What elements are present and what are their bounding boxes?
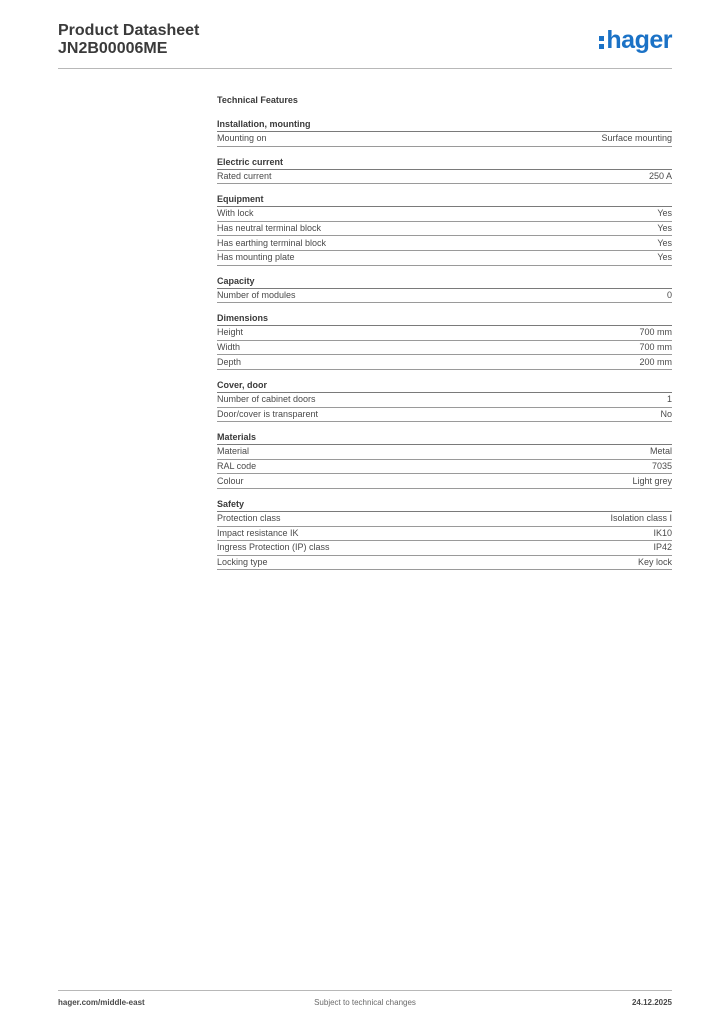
- feature-label: Ingress Protection (IP) class: [217, 542, 330, 553]
- feature-section: [217, 276, 672, 304]
- document-title: Product Datasheet: [58, 22, 200, 39]
- feature-label: Mounting on: [217, 133, 267, 144]
- feature-row: [217, 445, 672, 460]
- feature-row: [217, 541, 672, 556]
- section-title: Dimensions: [217, 313, 672, 326]
- feature-row: [217, 236, 672, 251]
- feature-label: Impact resistance IK: [217, 527, 299, 538]
- footer-website: hager.com/middle-east: [58, 998, 145, 1007]
- feature-row: [217, 341, 672, 356]
- feature-label: Has neutral terminal block: [217, 223, 322, 234]
- feature-value: Metal: [649, 446, 672, 457]
- feature-label: Colour: [217, 475, 244, 486]
- feature-row: [217, 326, 672, 341]
- feature-value: Key lock: [637, 556, 672, 567]
- feature-label: Locking type: [217, 556, 268, 567]
- section-title: Materials: [217, 432, 672, 445]
- feature-value: Isolation class I: [610, 513, 672, 524]
- technical-features: [217, 95, 672, 580]
- feature-row: [217, 512, 672, 527]
- feature-value: 1: [666, 394, 672, 405]
- feature-section: [217, 157, 672, 185]
- feature-label: RAL code: [217, 461, 257, 472]
- feature-label: Number of cabinet doors: [217, 394, 316, 405]
- feature-sections: [217, 119, 672, 570]
- feature-section: [217, 194, 672, 265]
- feature-label: Protection class: [217, 513, 281, 524]
- footer-divider: [58, 990, 672, 991]
- hager-logo: [599, 26, 672, 54]
- feature-row: [217, 474, 672, 489]
- feature-row: [217, 207, 672, 222]
- header-divider: [58, 68, 672, 69]
- feature-label: Has earthing terminal block: [217, 237, 327, 248]
- section-title: Installation, mounting: [217, 119, 672, 132]
- feature-label: With lock: [217, 208, 254, 219]
- feature-row: [217, 251, 672, 266]
- feature-label: Has mounting plate: [217, 252, 295, 263]
- feature-value: IP42: [653, 542, 672, 553]
- feature-label: Height: [217, 327, 244, 338]
- feature-value: Yes: [657, 223, 672, 234]
- feature-row: [217, 393, 672, 408]
- product-code: JN2B00006ME: [58, 40, 168, 57]
- feature-value: 7035: [651, 461, 672, 472]
- feature-value: 0: [666, 289, 672, 300]
- page-header: [58, 20, 672, 68]
- feature-section: [217, 432, 672, 489]
- feature-section: [217, 499, 672, 570]
- feature-label: Number of modules: [217, 289, 296, 300]
- footer-date: 24.12.2025: [631, 998, 672, 1007]
- page-footer: [58, 998, 672, 1010]
- feature-label: Depth: [217, 356, 242, 367]
- section-title: Electric current: [217, 157, 672, 170]
- section-title: Safety: [217, 499, 672, 512]
- feature-row: [217, 460, 672, 475]
- footer-notice: Subject to technical changes: [314, 998, 416, 1007]
- feature-value: 700 mm: [639, 327, 672, 338]
- logo-text: hager: [606, 26, 672, 54]
- feature-label: Material: [217, 446, 250, 457]
- feature-section: [217, 119, 672, 147]
- technical-features-heading: Technical Features: [217, 95, 298, 105]
- feature-value: Yes: [657, 252, 672, 263]
- logo-colon-icon: [599, 31, 604, 49]
- feature-value: 250 A: [648, 170, 672, 181]
- feature-row: [217, 408, 672, 423]
- feature-section: [217, 313, 672, 370]
- feature-value: 700 mm: [639, 342, 672, 353]
- feature-row: [217, 222, 672, 237]
- feature-value: Surface mounting: [601, 133, 672, 144]
- feature-value: Yes: [657, 208, 672, 219]
- feature-section: [217, 380, 672, 422]
- feature-label: Width: [217, 342, 241, 353]
- feature-value: 200 mm: [639, 356, 672, 367]
- feature-row: [217, 289, 672, 304]
- feature-row: [217, 170, 672, 185]
- section-title: Equipment: [217, 194, 672, 207]
- feature-value: Yes: [657, 237, 672, 248]
- feature-value: Light grey: [632, 475, 672, 486]
- feature-label: Door/cover is transparent: [217, 408, 319, 419]
- feature-row: [217, 556, 672, 571]
- feature-row: [217, 527, 672, 542]
- section-title: Cover, door: [217, 380, 672, 393]
- section-title: Capacity: [217, 276, 672, 289]
- feature-row: [217, 355, 672, 370]
- feature-value: No: [660, 408, 672, 419]
- feature-row: [217, 132, 672, 147]
- feature-label: Rated current: [217, 170, 272, 181]
- feature-value: IK10: [653, 527, 672, 538]
